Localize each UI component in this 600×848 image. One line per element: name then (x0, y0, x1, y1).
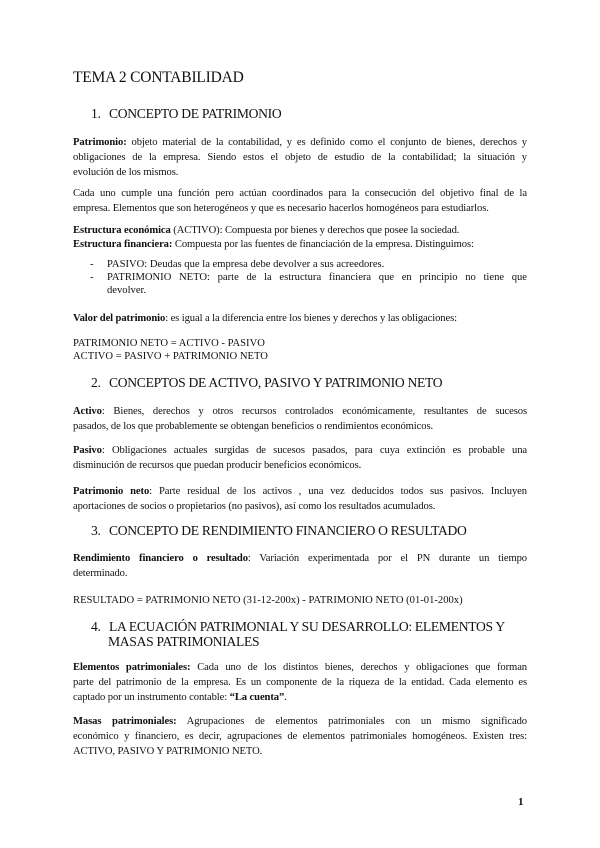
section-4-title-line-1: LA ECUACIÓN PATRIMONIAL Y SU DESARROLLO: ELEMENTOS Y (109, 619, 505, 634)
equation-resultado: RESULTADO = PATRIMONIO NETO (31-12-200x) - PATRIMONIO NETO (01-01-200x) (73, 595, 463, 606)
valor-patrimonio-term: Valor del patrimonio (73, 313, 166, 324)
patrimonio-term: Patrimonio: (73, 137, 127, 148)
list-item: - PATRIMONIO NETO: parte de la estructura financiera que en principio no tiene que devolver. (90, 272, 527, 296)
section-3-title: CONCEPTO DE RENDIMIENTO FINANCIERO O RESULTADO (109, 523, 467, 538)
section-2-number: 2. (91, 375, 101, 390)
masas-paragraph: Masas patrimoniales: Agrupaciones de elementos patrimoniales con un mismo significado económico y financiero, es decir, agrupaciones de elementos patrimoniales homogéneos. Existen tres: ACTIVO, PASIVO Y PATRIMONIO NETO. (73, 716, 527, 757)
valor-patrimonio-paragraph: Valor del patrimonio: es igual a la diferencia entre los bienes y derechos y las obligaciones: (73, 313, 457, 324)
patrimonio-neto-paragraph: Patrimonio neto: Parte residual de los activos , una vez deducidos todos sus pasivos. Incluyen aportaciones de socios o propietarios (no pasivos), así como los resultados acumulados. (73, 486, 527, 512)
estructura-financiera-term: Estructura financiera: (73, 239, 173, 250)
masas-term: Masas patrimoniales: (73, 716, 177, 727)
estructura-paragraph: Estructura económica (ACTIVO): Compuesta por bienes y derechos que posee la sociedad. Estructura financiera: Compuesta por las fuentes de financiación de la empresa. Distinguimos: (73, 225, 474, 250)
section-3-heading (91, 523, 467, 539)
section-1-number: 1. (91, 106, 101, 121)
section-4-heading (91, 619, 531, 649)
financial-structure-list (90, 258, 527, 297)
list-item: - PASIVO: Deudas que la empresa debe devolver a sus acreedores. (90, 259, 385, 270)
rendimiento-term: Rendimiento financiero o resultado (73, 553, 248, 564)
elementos-term: Elementos patrimoniales: (73, 662, 191, 673)
pasivo-paragraph: Pasivo: Obligaciones actuales surgidas de sucesos pasados, para cuya extinción es probable una disminución de recursos que puedan producir beneficios económicos. (73, 445, 527, 471)
pasivo-term: Pasivo (73, 445, 102, 456)
equation-activo: ACTIVO = PASIVO + PATRIMONIO NETO (73, 351, 268, 362)
section-3-number: 3. (91, 523, 101, 538)
activo-term: Activo (73, 406, 102, 417)
section-4-number: 4. (91, 619, 101, 634)
activo-paragraph: Activo: Bienes, derechos y otros recursos controlados económicamente, resultantes de sucesos pasados, de los que probablemente se obtengan beneficios o rendimientos económicos. (73, 406, 527, 432)
rendimiento-paragraph: Rendimiento financiero o resultado: Variación experimentada por el PN durante un tiempo determinado. (73, 553, 527, 579)
section-2-heading (91, 375, 442, 391)
section-4-title-line-2: MASAS PATRIMONIALES (108, 634, 260, 649)
page-number: 1 (518, 796, 524, 808)
patrimonio-paragraph: Patrimonio: objeto material de la contabilidad, y es definido como el conjunto de bienes, derechos y obligaciones de la empresa. Siendo estos el objeto de estudio de la contabilidad; la situación y evolución de los mismos. (73, 137, 527, 178)
coordination-paragraph: Cada uno cumple una función pero actúan coordinados para la consecución del objetivo final de la empresa. Elementos que son heterogéneos y que es necesario hacerlos homogéneos para estudiarlos. (73, 188, 527, 214)
la-cuenta-term: “La cuenta” (229, 692, 285, 703)
estructura-economica-term: Estructura económica (73, 225, 171, 236)
section-1-heading (91, 106, 281, 122)
patrimonio-neto-term: Patrimonio neto (73, 486, 150, 497)
section-2-title: CONCEPTOS DE ACTIVO, PASIVO Y PATRIMONIO NETO (109, 375, 443, 390)
elementos-paragraph: Elementos patrimoniales: Cada uno de los distintos bienes, derechos y obligaciones que forman parte del patrimonio de la empresa. Es un componente de la riqueza de la entidad. Cada elemento es captado por un instrumento contable: “La cuenta”. (73, 662, 527, 703)
section-1-title: CONCEPTO DE PATRIMONIO (109, 106, 282, 121)
equation-patrimonio-neto: PATRIMONIO NETO = ACTIVO - PASIVO (73, 338, 265, 349)
document-title: TEMA 2 CONTABILIDAD (73, 69, 244, 86)
